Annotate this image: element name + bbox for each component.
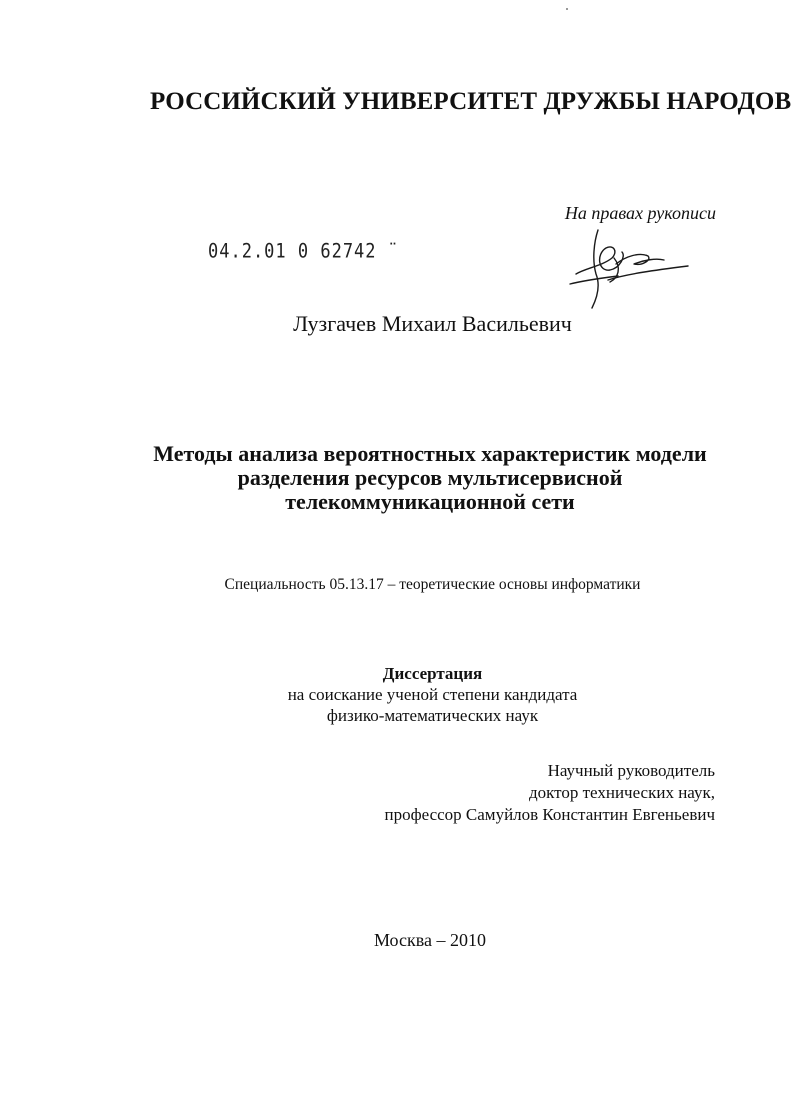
author-name: Лузгачев Михаил Васильевич [293, 311, 572, 336]
thesis-block [200, 663, 665, 726]
manuscript-note: На правах рукописи [564, 203, 716, 223]
university-name: РОССИЙСКИЙ УНИВЕРСИТЕТ ДРУЖБЫ НАРОДОВ [150, 88, 792, 115]
title-line: телекоммуникационной сети [285, 489, 575, 514]
signature-stroke [570, 276, 618, 284]
supervisor-degree: доктор технических наук, [528, 783, 715, 802]
supervisor-role: Научный руководитель [547, 761, 715, 780]
thesis-title [130, 442, 730, 514]
supervisor-block [300, 760, 715, 826]
archive-stamp-number: 04.2.01 0 62742 ¨ [208, 240, 399, 263]
supervisor-name: профессор Самуйлов Константин Евгеньевич [384, 805, 715, 824]
title-line: разделения ресурсов мультисервисной [237, 465, 623, 490]
title-line: Методы анализа вероятностных характеристик модели [153, 441, 707, 466]
thesis-heading: Диссертация [382, 664, 483, 683]
scan-speck [566, 8, 568, 10]
signature-icon [556, 222, 696, 312]
signature-stroke [608, 266, 688, 280]
city-year: Москва – 2010 [374, 930, 486, 950]
thesis-field-line: физико-математических наук [326, 706, 539, 725]
thesis-degree-line: на соискание ученой степени кандидата [287, 685, 578, 704]
signature-stroke [592, 230, 598, 308]
specialty-line: Специальность 05.13.17 – теоретические основы информатики [224, 576, 641, 593]
